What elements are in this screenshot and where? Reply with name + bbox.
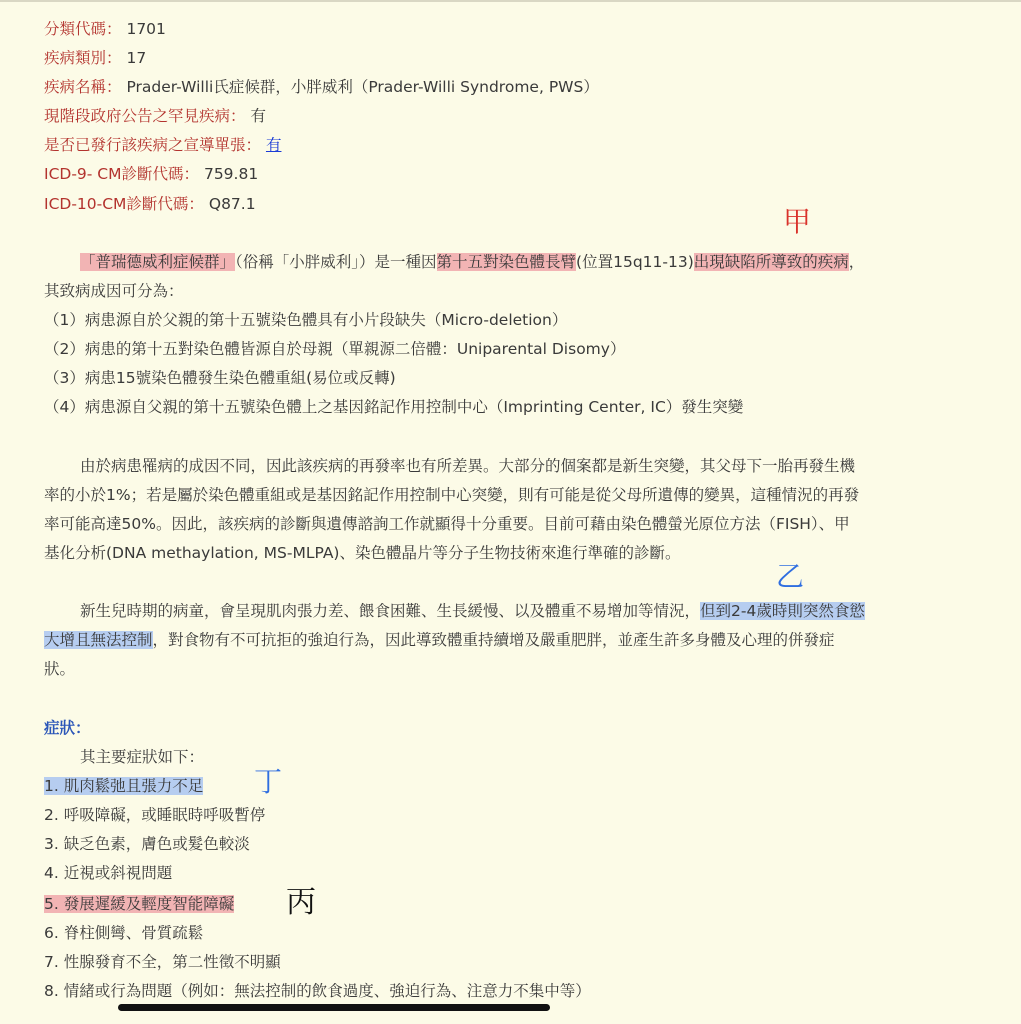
symptom-item <box>44 772 203 801</box>
field-value: 1701 <box>126 20 166 38</box>
field-label: 疾病類別： <box>44 49 122 67</box>
field-label: ICD-9- CM診斷代碼： <box>44 165 200 183</box>
annotation-bing: 丙 <box>286 885 316 920</box>
symptom-item: 3. 缺乏色素，膚色或髮色較淡 <box>44 835 250 853</box>
annotation-jia: 甲 <box>783 205 812 238</box>
newborn-line-3: 狀。 <box>44 660 76 678</box>
field-value: 759.81 <box>203 165 259 183</box>
highlight-appetite: 但到2-4歲時則突然食慾 <box>700 602 865 620</box>
field-label: 是否已發行該疾病之宣導單張： <box>44 136 262 154</box>
newborn-text: ，對食物有不可抗拒的強迫行為，因此導致體重持續增及嚴重肥胖，並產生許多身體及心理的併發症 <box>152 631 835 649</box>
annotation-yi: 乙 <box>776 560 805 593</box>
symptom-item: 2. 呼吸障礙，或睡眠時呼吸暫停 <box>44 806 266 824</box>
field-value: 17 <box>126 49 147 67</box>
field-value: Prader-Willi氏症候群，小胖威利（Prader-Willi Syndrome, PWS） <box>126 78 599 96</box>
highlight-defect: 出現缺陷所導致的疾病 <box>693 253 849 271</box>
cause-item: （4）病患源自父親的第十五號染色體上之基因銘記作用控制中心（Imprinting Center, IC）發生突變 <box>44 398 744 416</box>
field-label: 疾病名稱： <box>44 78 122 96</box>
symptom-item: 7. 性腺發育不全，第二性徵不明顯 <box>44 953 281 971</box>
symptom-item <box>44 890 234 919</box>
highlight-chromosome-arm: 第十五對染色體長臂 <box>436 253 577 271</box>
field-icd10-code <box>44 193 256 215</box>
field-label: ICD-10-CM診斷代碼： <box>44 195 204 213</box>
field-value: 有 <box>250 107 266 125</box>
highlight-syndrome-name: 「普瑞德威利症候群」 <box>80 253 236 271</box>
field-category-code <box>44 18 166 40</box>
intro-line-2: 其致病成因可分為： <box>44 282 184 300</box>
newborn-line-1 <box>80 597 865 626</box>
cause-item: （2）病患的第十五對染色體皆源自於母親（單親源二倍體：Uniparental Disomy） <box>44 340 626 358</box>
recurrence-line: 由於病患罹病的成因不同，因此該疾病的再發率也有所差異。大部分的個案都是新生突變，其父母下一胎再發生機 <box>80 457 856 475</box>
symptoms-heading: 症狀： <box>44 719 91 737</box>
annotation-ding: 丁 <box>254 765 283 798</box>
symptom-item: 6. 脊柱側彎、骨質疏鬆 <box>44 924 204 942</box>
symptom-item: 4. 近視或斜視問題 <box>44 864 173 882</box>
field-disease-category <box>44 47 146 69</box>
intro-text: (位置15q11-13) <box>576 253 694 271</box>
intro-line-1 <box>80 248 864 277</box>
leaflet-link[interactable]: 有 <box>265 136 282 154</box>
cause-item: （3）病患15號染色體發生染色體重組(易位或反轉) <box>44 369 396 387</box>
field-value: Q87.1 <box>208 195 256 213</box>
newborn-line-2 <box>44 626 835 655</box>
intro-text: ， <box>848 253 865 271</box>
highlight-uncontrolled: 大增且無法控制 <box>44 631 153 649</box>
field-disease-name <box>44 76 599 98</box>
symptoms-intro: 其主要症狀如下： <box>80 748 205 766</box>
field-rare-disease-status <box>44 105 266 127</box>
recurrence-line: 率可能高達50%。因此，該疾病的診斷與遺傳諮詢工作就顯得十分重要。目前可藉由染色體螢光原位方法（FISH）、甲 <box>44 515 850 533</box>
cause-item: （1）病患源自於父親的第十五號染色體具有小片段缺失（Micro-deletion） <box>44 311 568 329</box>
field-label: 現階段政府公告之罕見疾病： <box>44 107 246 125</box>
field-label: 分類代碼： <box>44 20 122 38</box>
recurrence-line: 基化分析(DNA methaylation, MS-MLPA)、染色體晶片等分子生物技術來進行準確的診斷。 <box>44 544 681 562</box>
recurrence-line: 率的小於1%；若是屬於染色體重組或是基因銘記作用控制中心突變，則有可能是從父母所遺傳的變異，這種情況的再發 <box>44 486 860 504</box>
symptom-item: 8. 情緒或行為問題（例如：無法控制的飲食過度、強迫行為、注意力不集中等） <box>44 982 591 1000</box>
intro-text: （俗稱「小胖威利」）是一種因 <box>235 253 437 271</box>
home-indicator-bar[interactable] <box>118 1004 550 1011</box>
page-top-edge <box>0 0 1021 2</box>
newborn-text: 新生兒時期的病童，會呈現肌肉張力差、餵食困難、生長緩慢、以及體重不易增加等情況， <box>80 602 701 620</box>
highlight-symptom-1: 1. 肌肉鬆弛且張力不足 <box>44 777 204 795</box>
field-icd9-code <box>44 163 258 185</box>
highlight-symptom-5: 5. 發展遲緩及輕度智能障礙 <box>44 895 235 913</box>
field-leaflet-issued <box>44 134 281 156</box>
